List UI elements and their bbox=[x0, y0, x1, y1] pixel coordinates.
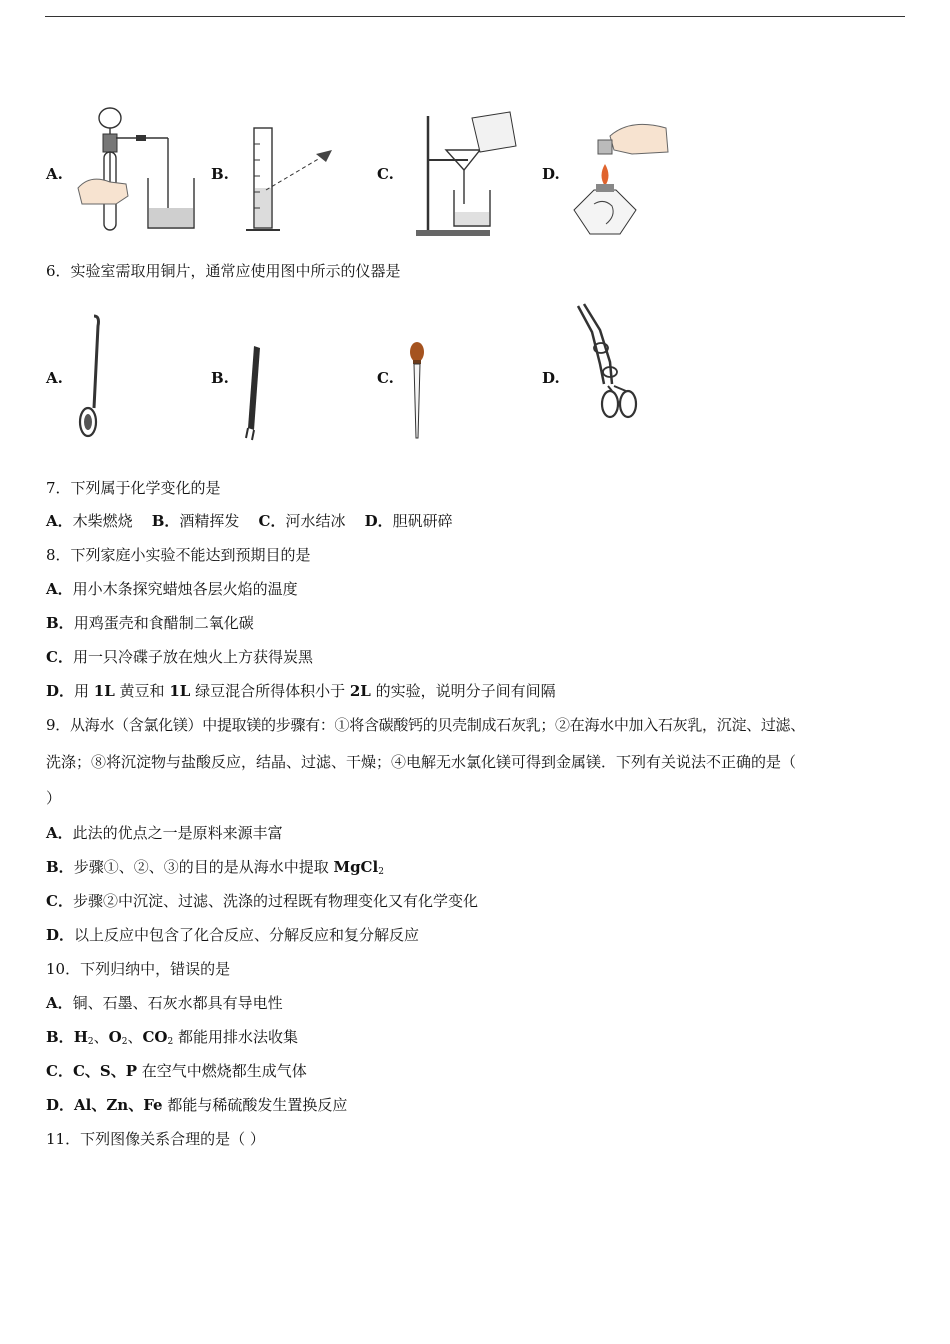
q8-d-volume-3: 2L bbox=[349, 682, 371, 700]
q10-option-d-key: D． bbox=[46, 1096, 75, 1114]
q7-option-d-text: 胆矾研碎 bbox=[392, 512, 453, 530]
option-label-b: B. bbox=[211, 165, 229, 183]
q9-option-a bbox=[46, 823, 283, 843]
alcohol-lamp-figure bbox=[570, 120, 672, 236]
q10-option-c-key: C． bbox=[46, 1062, 73, 1080]
q7-option-b-key: B． bbox=[151, 512, 180, 530]
q6-option-label-c: C. bbox=[377, 369, 394, 387]
q10-option-d bbox=[46, 1095, 347, 1115]
q8-option-a-text: 用小木条探究蜡烛各层火焰的温度 bbox=[72, 580, 298, 598]
q10-formula-co: CO bbox=[142, 1028, 168, 1046]
question-11-stem: 11．下列图像关系合理的是（ ） bbox=[46, 1130, 265, 1148]
q9-option-d-key: D． bbox=[46, 926, 75, 944]
q7-option-c-key: C． bbox=[258, 512, 286, 530]
q9-formula-subscript: 2 bbox=[378, 867, 384, 877]
question-7-options bbox=[46, 511, 453, 531]
q8-option-d bbox=[46, 681, 556, 701]
q10-elements-d: Al、Zn、Fe bbox=[74, 1096, 163, 1114]
q8-d-part: 的实验，说明分子间有间隔 bbox=[370, 682, 556, 700]
q8-option-c-key: C． bbox=[46, 648, 73, 666]
q10-option-b-text: 都能用排水法收集 bbox=[173, 1028, 298, 1046]
option-label-d: D. bbox=[542, 165, 560, 183]
option-label-c: C. bbox=[377, 165, 394, 183]
q8-d-volume-2: 1L bbox=[169, 682, 191, 700]
tweezers-figure bbox=[236, 342, 268, 442]
q10-option-a bbox=[46, 993, 283, 1013]
q7-option-b-text: 酒精挥发 bbox=[179, 512, 240, 530]
q9-formula-mgcl: MgCl bbox=[333, 858, 379, 876]
graduated-cylinder-reading-figure bbox=[240, 124, 340, 236]
q8-option-a-key: A． bbox=[46, 580, 73, 598]
q9-option-b-key: B． bbox=[46, 858, 74, 876]
q8-option-b-key: B． bbox=[46, 614, 74, 632]
q10-option-a-key: A． bbox=[46, 994, 73, 1012]
q8-d-part: 黄豆和 bbox=[114, 682, 170, 700]
q8-option-a bbox=[46, 579, 298, 599]
q8-option-c bbox=[46, 647, 313, 667]
q10-elements-c: C、S、P bbox=[72, 1062, 138, 1080]
question-9-stem-line-3: ） bbox=[46, 789, 62, 807]
q10-subscript: 2 bbox=[87, 1037, 94, 1047]
q8-option-c-text: 用一只冷碟子放在烛火上方获得炭黑 bbox=[72, 648, 313, 666]
q10-formula-o: O bbox=[108, 1028, 122, 1046]
gas-apparatus-airtightness-figure bbox=[76, 104, 206, 236]
question-6-stem: 6．实验室需取用铜片，通常应使用图中所示的仪器是 bbox=[46, 262, 401, 280]
q9-option-a-key: A． bbox=[46, 824, 73, 842]
q8-d-part: 用 bbox=[74, 682, 94, 700]
q9-option-d-text: 以上反应中包含了化合反应、分解反应和复分解反应 bbox=[74, 926, 420, 944]
q10-option-c bbox=[46, 1061, 307, 1081]
q8-d-part: 绿豆混合所得体积小于 bbox=[190, 682, 350, 700]
q7-option-a-text: 木柴燃烧 bbox=[72, 512, 133, 530]
q10-formula-h: H bbox=[73, 1028, 88, 1046]
crucible-tongs-figure bbox=[570, 302, 646, 426]
q6-option-label-a: A. bbox=[46, 369, 63, 387]
option-label-a: A. bbox=[46, 165, 63, 183]
q9-option-b bbox=[46, 857, 384, 882]
q8-option-b bbox=[46, 613, 254, 633]
q10-option-c-text: 在空气中燃烧都生成气体 bbox=[137, 1062, 307, 1080]
dropper-figure bbox=[402, 340, 432, 444]
q7-option-d-key: D． bbox=[364, 512, 393, 530]
q9-option-a-text: 此法的优点之一是原料来源丰富 bbox=[72, 824, 283, 842]
q9-option-c-text: 步骤②中沉淀、过滤、洗涤的过程既有物理变化又有化学变化 bbox=[72, 892, 478, 910]
medicine-spoon-figure bbox=[72, 312, 112, 440]
q6-option-label-d: D. bbox=[542, 369, 560, 387]
question-10-stem: 10．下列归纳中，错误的是 bbox=[46, 960, 231, 978]
q9-option-c-key: C． bbox=[46, 892, 73, 910]
q10-option-b bbox=[46, 1027, 298, 1052]
q6-option-label-b: B. bbox=[211, 369, 229, 387]
q10-subscript: 2 bbox=[167, 1037, 174, 1047]
q9-option-d bbox=[46, 925, 419, 945]
question-9-stem-line-2: 洗涤；⑧将沉淀物与盐酸反应，结晶、过滤、干燥；④电解无水氯化镁可得到金属镁．下列有关说法不正确的是（ bbox=[46, 753, 797, 771]
filtration-figure bbox=[410, 108, 525, 238]
header-rule bbox=[45, 16, 905, 17]
q10-option-b-key: B． bbox=[46, 1028, 74, 1046]
q10-option-a-text: 铜、石墨、石灰水都具有导电性 bbox=[72, 994, 283, 1012]
q8-option-b-text: 用鸡蛋壳和食醋制二氧化碳 bbox=[73, 614, 254, 632]
q7-option-a-key: A． bbox=[46, 512, 73, 530]
q10-separator: 、 bbox=[93, 1028, 109, 1046]
question-8-stem: 8．下列家庭小实验不能达到预期目的是 bbox=[46, 546, 311, 564]
q10-separator: 、 bbox=[127, 1028, 143, 1046]
q8-option-d-key: D． bbox=[46, 682, 75, 700]
q10-option-d-text: 都能与稀硫酸发生置换反应 bbox=[162, 1096, 348, 1114]
question-9-stem-line-1: 9．从海水（含氯化镁）中提取镁的步骤有：①将含碳酸钙的贝壳制成石灰乳；②在海水中加入石灰乳，沉淀、过滤、 bbox=[46, 716, 805, 734]
q9-option-b-text: 步骤①、②、③的目的是从海水中提取 bbox=[73, 858, 334, 876]
q10-subscript: 2 bbox=[121, 1037, 128, 1047]
question-7-stem: 7．下列属于化学变化的是 bbox=[46, 479, 221, 497]
q7-option-c-text: 河水结冰 bbox=[285, 512, 346, 530]
q9-option-c bbox=[46, 891, 478, 911]
q8-d-volume-1: 1L bbox=[93, 682, 115, 700]
